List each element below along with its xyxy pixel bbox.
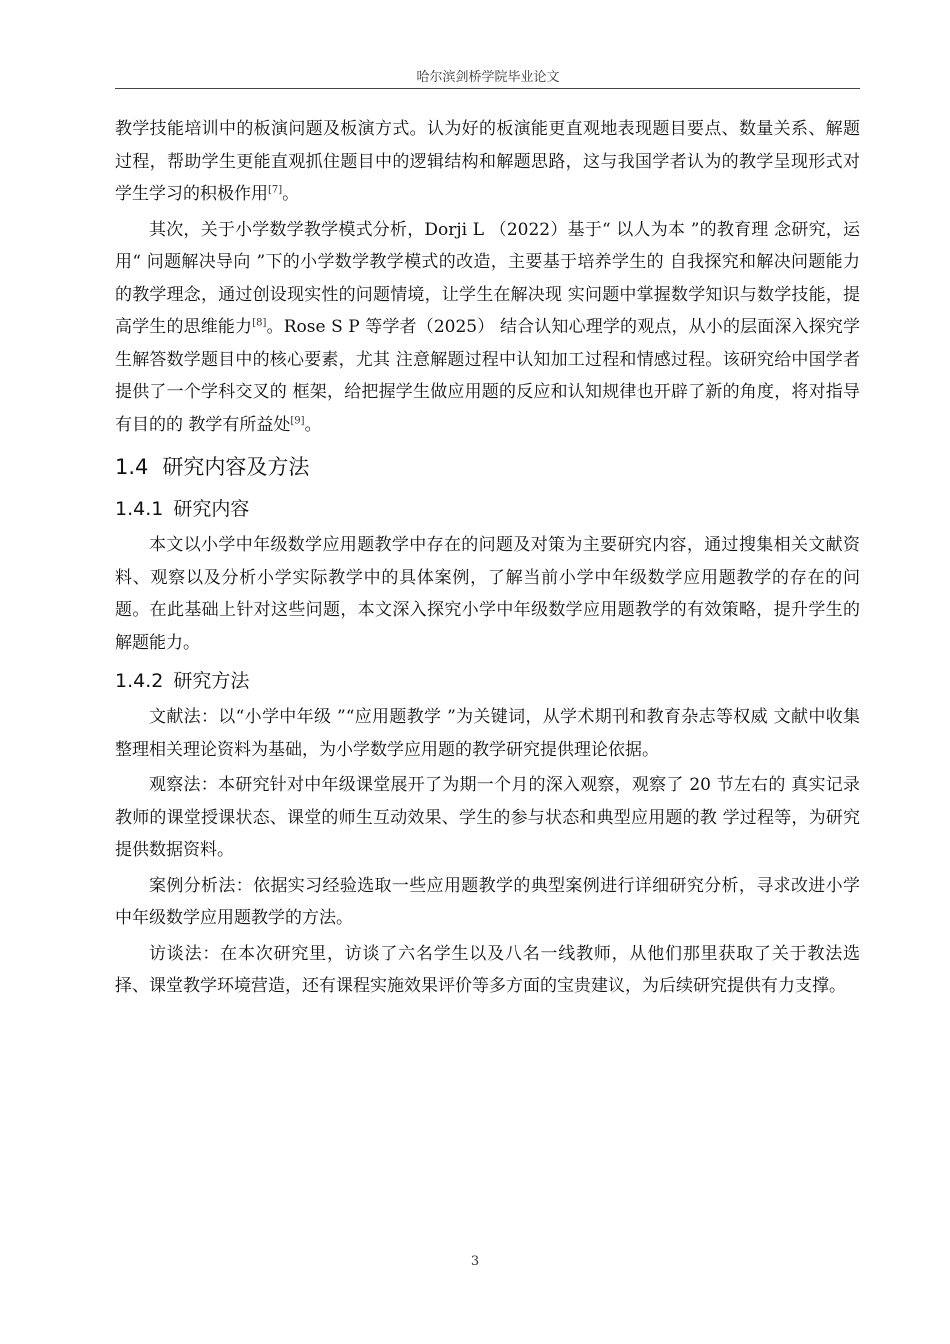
paragraph-text: 教学技能培训中的板演问题及板演方式。认为好的板演能更直观地表现题目要点、数量关系、解题过程，帮助学生更能直观抓住题目中的逻辑结构和解题思路，这与我国学者认为的教学呈现形式对学生学习的积极作用: [115, 119, 860, 204]
subsection-title: 研究内容: [173, 498, 250, 520]
paragraph-interview-method: 访谈法：在本次研究里，访谈了六名学生以及八名一线教师，从他们那里获取了关于教法选择、课堂教学环境营造，还有课程实施效果评价等多方面的宝贵建议，为后续研究提供有力支撑。: [115, 943, 860, 996]
subsection-heading-content: [115, 491, 860, 527]
paragraph-board-demo: [115, 113, 860, 211]
section-number: 1.4: [115, 455, 149, 479]
page-number: 3: [470, 1254, 480, 1269]
subsection-number: 1.4.2: [115, 670, 164, 692]
section-title: 研究内容及方法: [162, 455, 310, 479]
paragraph-research-content: 本文以小学中年级数学应用题教学中存在的问题及对策为主要研究内容，通过搜集相关文献资料、观察以及分析小学实际教学中的具体案例，了解当前小学中年级数学应用题教学的存在的问题。在此基础上针对这些问题，本文深入探究小学中年级数学应用题教学的有效策略，提升学生的解题能力。: [115, 535, 860, 653]
citation: [7]: [268, 184, 283, 196]
citation: [9]: [290, 414, 305, 426]
paragraph-literature-method: 文献法：以“小学中年级 ”“应用题教学 ”为关键词，从学术期刊和教育杂志等权威 文献中收集整理相关理论资料为基础，为小学数学应用题的教学研究提供理论依据。: [115, 707, 860, 760]
paragraph-tail: 。: [304, 414, 322, 435]
subsection-title: 研究方法: [173, 670, 250, 692]
paragraph-text: 其次，关于小学数学教学模式分析，Dorji L （2022）基于“ 以人为本 ”的教育理 念研究，运用“ 问题解决导向 ”下的小学数学教学模式的改造，主要基于培养学生的 自我探究和解决问题能力的教学理念，通过创设现实性的问题情境，让学生在解决现 实问题中掌握数学知识与数学技能，提高学生的思维能力: [115, 219, 860, 337]
paragraph-text: 。Rose S P 等学者（2025） 结合认知心理学的观点，从小的层面深入探究学生解答数学题目中的核心要素，尤其 注意解题过程中认知加工过程和情感过程。该研究给中国学者提供了一个学科交叉的 框架，给把握学生做应用题的反应和认知规律也开辟了新的角度，将对指导有目的的 教学有所益处: [115, 317, 860, 435]
running-header: 哈尔滨剑桥学院毕业论文: [416, 70, 560, 85]
section-heading: [115, 449, 860, 485]
citation: [8]: [252, 317, 267, 329]
paragraph-observation-method: 观察法：本研究针对中年级课堂展开了为期一个月的深入观察，观察了 20 节左右的 真实记录教师的课堂授课状态、课堂的师生互动效果、学生的参与状态和典型应用题的教 学过程等，为研究提供数据资料。: [115, 775, 860, 860]
subsection-number: 1.4.1: [115, 498, 164, 520]
paragraph-tail: 。: [282, 184, 300, 204]
paragraph-case-method: 案例分析法：依据实习经验选取一些应用题教学的典型案例进行详细研究分析，寻求改进小学中年级数学应用题教学的方法。: [115, 875, 860, 928]
page-body: [115, 113, 860, 1003]
header-rule: [115, 88, 860, 89]
subsection-heading-methods: [115, 663, 860, 699]
paragraph-teaching-model: [115, 214, 860, 442]
